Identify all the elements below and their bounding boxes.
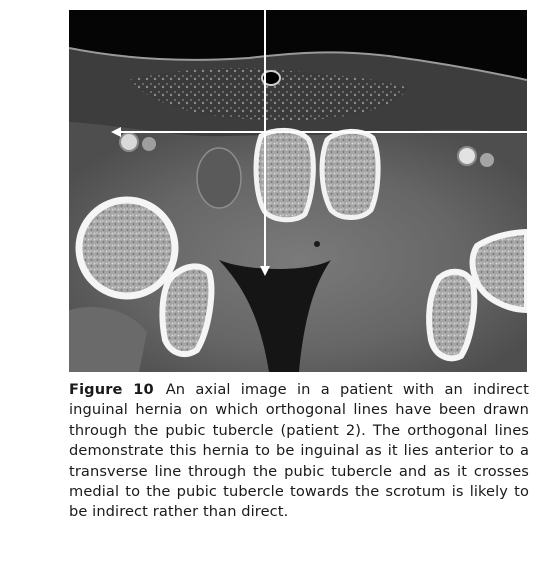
figure-caption-text: An axial image in a patient with an indirect inguinal hernia on which orthogonal lines have been drawn through the pubic tubercle (patient 2). The orthogonal lines demonstrate this hernia to be inguinal as it lies anterior to a transverse line through the pubic tubercle and as it crosses medial to the pubic tubercle towards the scrotum is likely to be indirect rather than direct. (69, 381, 529, 521)
hernia-sac (197, 148, 241, 208)
figure-label: Figure 10 (69, 381, 154, 398)
femoral-vessel-right (120, 133, 138, 151)
femoral-vein-right (142, 137, 156, 151)
femoral-head-right (79, 200, 175, 296)
femoral-vessel-left (458, 147, 476, 165)
urethra (314, 241, 320, 247)
pubic-bone-left (322, 131, 378, 217)
ischium-left (429, 272, 474, 359)
femoral-vein-left (480, 153, 494, 167)
ischium-right (162, 266, 211, 354)
figure-caption (69, 380, 529, 523)
ct-axial-image (69, 10, 527, 372)
